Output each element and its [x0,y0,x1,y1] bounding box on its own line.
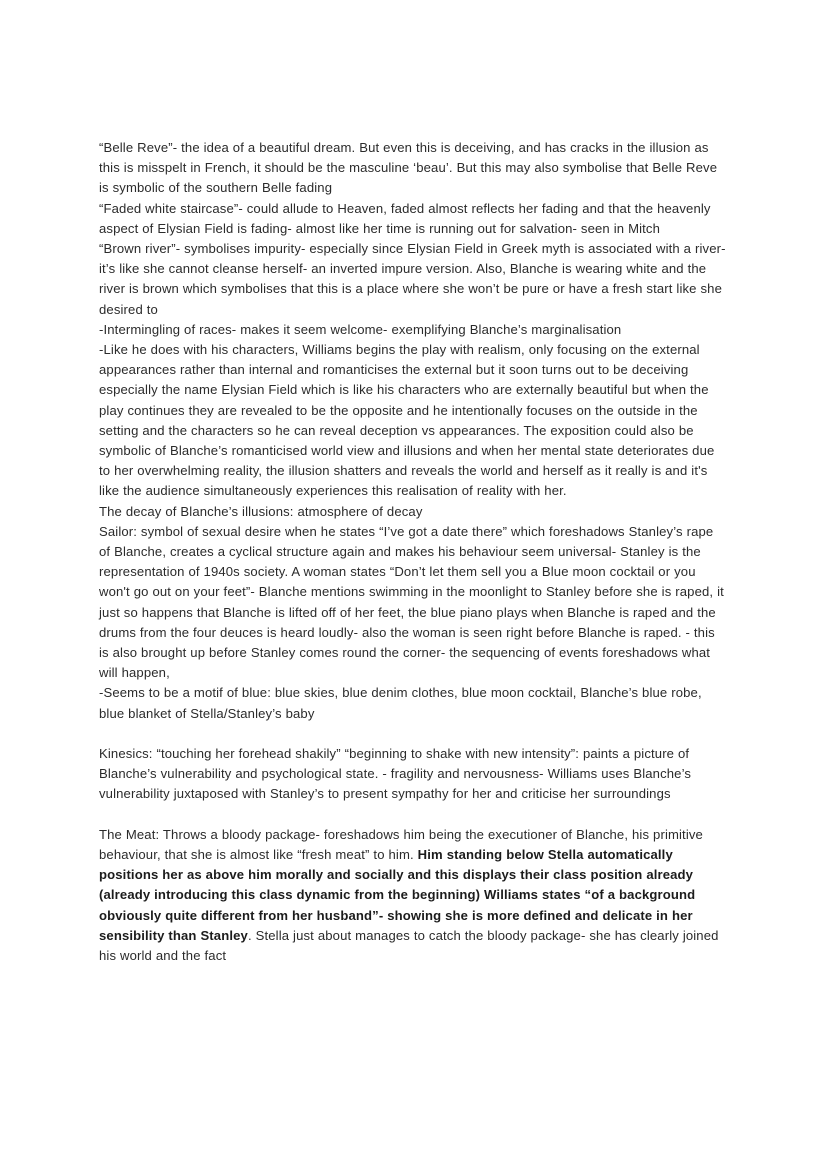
block-realism-exposition: -Like he does with his characters, Williams begins the play with realism, only focusing on the external appearances rather than internal and romanticises the external but it soon turns out to be deceiving especially the name Elysian Field which is like his characters who are externally beautiful but when the play continues they are revealed to be the opposite and he intentionally focuses on the outside in the setting and the characters so he can reveal deception vs appearances. The exposition could also be symbolic of Blanche’s romanticised world view and illusions and when her mental state deteriorates due to her overwhelming reality, the illusion shatters and reveals the world and herself as it really is and it's like the audience simultaneously experiences this realisation of reality with her. [99,342,715,499]
block-faded-white-staircase: “Faded white staircase”- could allude to Heaven, faded almost reflects her fading and that the heavenly aspect of Elysian Field is fading- almost like her time is running out for salvation- seen in Mitch [99,200,711,236]
block-the-meat [99,825,727,966]
block-kinesics: Kinesics: “touching her forehead shakily” “beginning to shake with new intensity”: paints a picture of Blanche’s vulnerability and psychological state. - fragility and nervousness- Williams uses Blanche’s vulnerability juxtaposed with Stanley’s to present sympathy for her and criticise her surroundings [99,746,692,802]
block-brown-river: “Brown river”- symbolises impurity- especially since Elysian Field in Greek myth is associated with a river- it’s like she cannot cleanse herself- an inverted impure version. Also, Blanche is wearing white and the river is brown which symbolises that this is a place where she won’t be pure or have a fresh start like she desired to [99,241,726,317]
block-decay-heading: The decay of Blanche’s illusions: atmosphere of decay [99,503,423,519]
text-run: . Stella just about manages to catch the bloody package- she has clearly joined his world and the fact [99,927,719,964]
text-run: The Meat: Throws a bloody package- foreshadows him being the executioner of Blanche, his primitive behaviour, that she is almost like “fresh meat” to him. [99,826,703,863]
block-belle-reve: “Belle Reve”- the idea of a beautiful dream. But even this is deceiving, and has cracks in the illusion as this is misspelt in French, it should be the masculine ‘beau’. But this may also symbolise that Belle Reve is symbolic of the southern Belle fading [99,140,718,196]
emphasised-text-run: Him standing below Stella automatically positions her as above him morally and socially and this displays their class position already (already introducing this class dynamic from the beginning) Williams states “of a background obviously quite different from her husband”- showing she is more defined and delicate in her sensibility than Stanley [99,847,696,943]
document-text-body [99,138,727,966]
block-sailor: Sailor: symbol of sexual desire when he states “I’ve got a date there” which foreshadows Stanley’s rape of Blanche, creates a cyclical structure again and makes his behaviour seem universal- Stanley is the representation of 1940s society. A woman states “Don’t let them sell you a Blue moon cocktail or you won't go out on your feet”- Blanche mentions swimming in the moonlight to Stanley before she is raped, it just so happens that Blanche is lifted off of her feet, the blue piano plays when Blanche is raped and the drums from the four deuces is heard loudly- also the woman is seen right before Blanche is raped. - this is also brought up before Stanley comes round the corner- the sequencing of events foreshadows what will happen, [99,523,724,681]
block-motif-blue: -Seems to be a motif of blue: blue skies, blue denim clothes, blue moon cocktail, Blanche’s blue robe, blue blanket of Stella/Stanley’s baby [99,685,702,721]
block-intermingling: -Intermingling of races- makes it seem welcome- exemplifying Blanche’s marginalisation [99,321,622,337]
